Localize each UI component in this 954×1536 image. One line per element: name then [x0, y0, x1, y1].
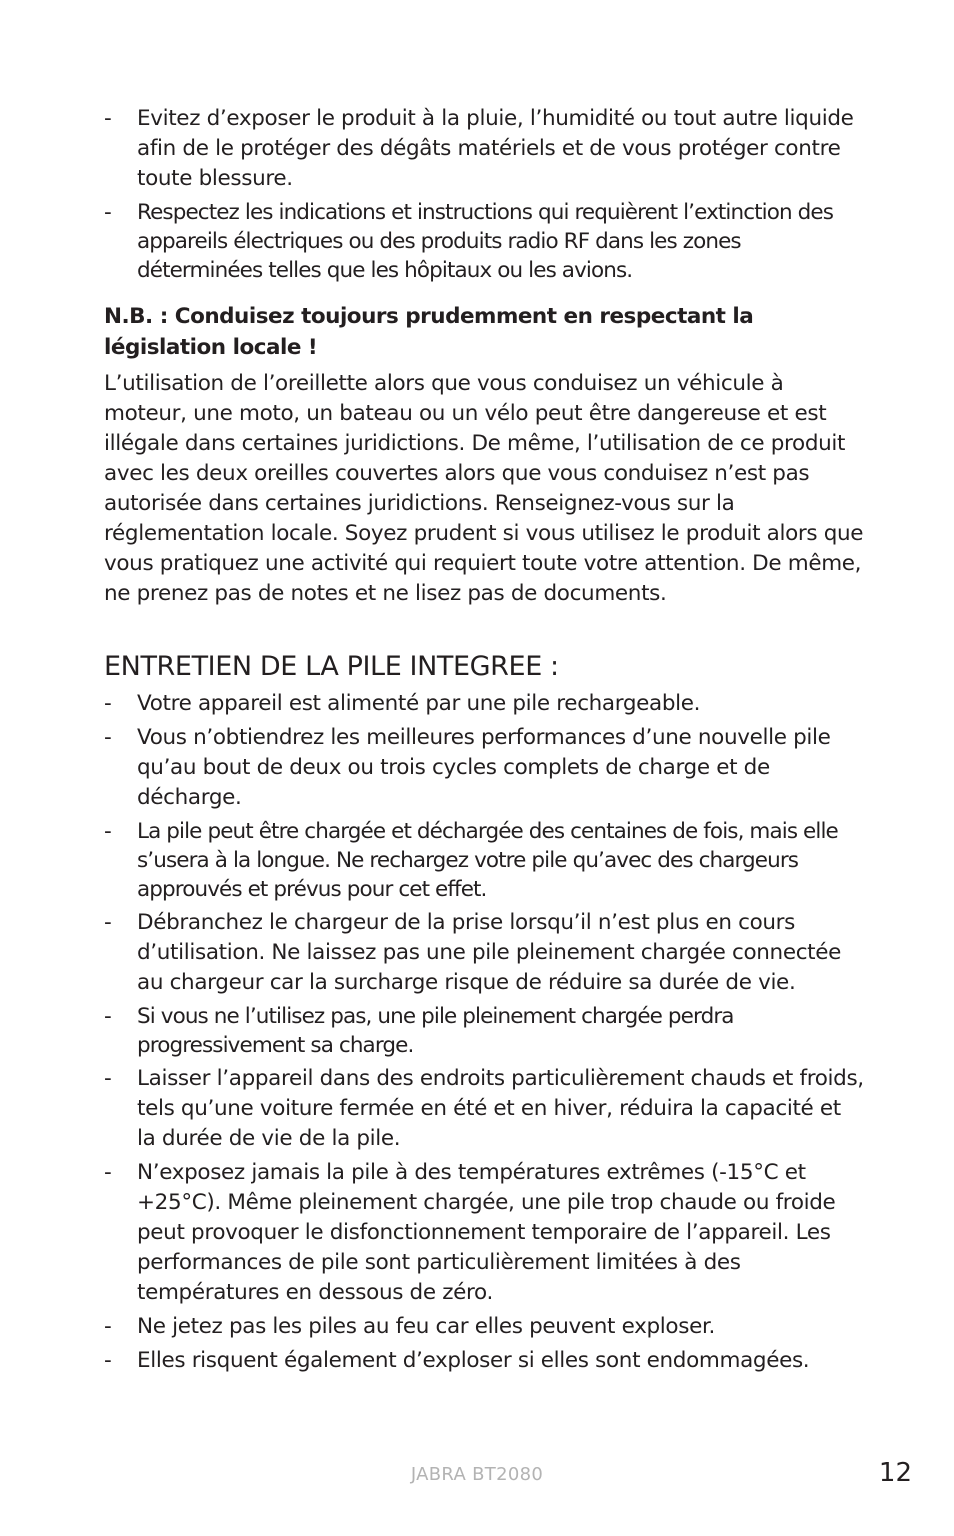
- list-item-text: Vous n’obtiendrez les meilleures performances d’une nouvelle pile qu’au bout de deux ou trois cycles complets de charge et de décharge.: [137, 725, 831, 810]
- list-item: [104, 817, 864, 904]
- list-item: [104, 1002, 864, 1060]
- dash-bullet: -: [104, 910, 112, 935]
- list-item-text: N’exposez jamais la pile à des températures extrêmes (-15°C et +25°C). Même pleinement chargée, une pile trop chaude ou froide peut provoquer le disfonctionnement temporaire de l’appareil. Les performances de pile sont particulièrement limitées à des températures en dessous de zéro.: [137, 1160, 836, 1305]
- list-item-text: Elles risquent également d’exploser si elles sont endommagées.: [137, 1348, 810, 1373]
- dash-bullet: -: [104, 691, 112, 716]
- list-item: [104, 1158, 864, 1308]
- list-item-text: Evitez d’exposer le produit à la pluie, l’humidité ou tout autre liquide afin de le protéger des dégâts matériels et de vous protéger contre toute blessure.: [137, 106, 854, 191]
- dash-bullet: -: [104, 200, 111, 225]
- list-item: [104, 1346, 864, 1376]
- dash-bullet: -: [104, 1348, 112, 1373]
- note-title: N.B. : Conduisez toujours prudemment en respectant la législation locale !: [104, 304, 754, 360]
- page-number: 12: [878, 1458, 912, 1488]
- list-item: [104, 908, 864, 998]
- dash-bullet: -: [104, 819, 111, 844]
- list-item-text: Votre appareil est alimenté par une pile rechargeable.: [137, 691, 701, 716]
- dash-bullet: -: [104, 1160, 112, 1185]
- dash-bullet: -: [104, 1314, 112, 1339]
- safety-list: [104, 104, 864, 285]
- list-item-text: La pile peut être chargée et déchargée des centaines de fois, mais elle s’usera à la longue. Ne rechargez votre pile qu’avec des chargeurs approuvés et prévus pour cet effet.: [137, 819, 838, 902]
- list-item-text: Débranchez le chargeur de la prise lorsqu’il n’est plus en cours d’utilisation. Ne laissez pas une pile pleinement chargée connectée au chargeur car la surcharge risque de réduire sa durée de vie.: [137, 910, 842, 995]
- page-content: [104, 104, 864, 1380]
- dash-bullet: -: [104, 1066, 112, 1091]
- list-item: [104, 198, 864, 285]
- list-item: [104, 689, 864, 719]
- dash-bullet: -: [104, 106, 112, 131]
- dash-bullet: -: [104, 1004, 111, 1029]
- section-heading: ENTRETIEN DE LA PILE INTEGREE :: [104, 651, 559, 682]
- footer-brand: JABRA BT2080: [410, 1464, 544, 1485]
- list-item: [104, 1312, 864, 1342]
- battery-list: [104, 689, 864, 1376]
- list-item-text: Respectez les indications et instructions qui requièrent l’extinction des appareils électriques ou des produits radio RF dans les zones déterminées telles que les hôpitaux ou les avions.: [137, 200, 834, 283]
- list-item: [104, 104, 864, 194]
- list-item-text: Si vous ne l’utilisez pas, une pile pleinement chargée perdra progressivement sa charge.: [137, 1004, 734, 1058]
- list-item: [104, 723, 864, 813]
- list-item: [104, 1064, 864, 1154]
- note-body: L’utilisation de l’oreillette alors que vous conduisez un véhicule à moteur, une moto, un bateau ou un vélo peut être dangereuse et est illégale dans certaines juridictions. De même, l’utilisation de ce produit avec les deux oreilles couvertes alors que vous conduisez n’est pas autorisée dans certaines juridictions. Renseignez-vous sur la réglementation locale. Soyez prudent si vous utilisez le produit alors que vous pratiquez une activité qui requiert toute votre attention. De même, ne prenez pas de notes et ne lisez pas de documents.: [104, 371, 864, 606]
- list-item-text: Laisser l’appareil dans des endroits particulièrement chauds et froids, tels qu’une voiture fermée en été et en hiver, réduira la capacité et la durée de vie de la pile.: [137, 1066, 864, 1151]
- dash-bullet: -: [104, 725, 112, 750]
- list-item-text: Ne jetez pas les piles au feu car elles peuvent exploser.: [137, 1314, 715, 1339]
